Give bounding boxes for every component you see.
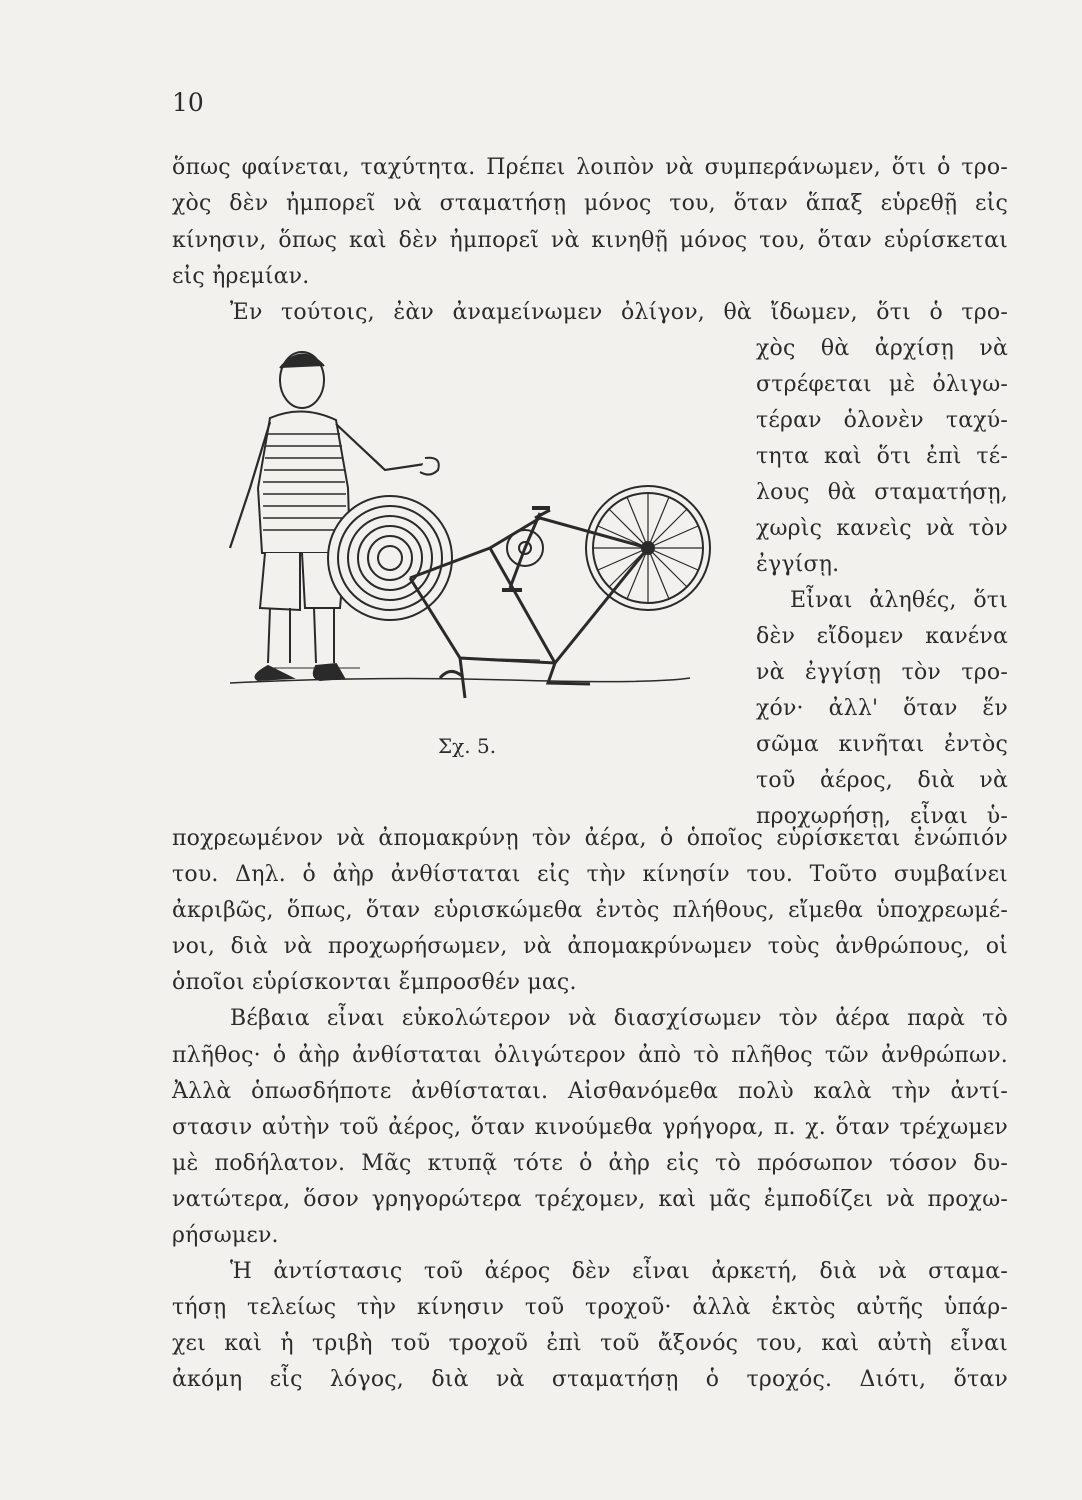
text-line: ὁποῖοι εὑρίσκονται ἔμπροσθέν μας. [172, 970, 577, 995]
side-text-line: χωρὶς κανεὶς νὰ τὸν [756, 516, 1008, 541]
text-line: τήσῃ τελείως τὴν κίνησιν τοῦ τροχοῦ· ἀλλὰ ἐκτὸς αὐτῆς ὑπάρ- [172, 1295, 1008, 1320]
page-number: 10 [172, 88, 204, 117]
side-text-line: στρέφεται μὲ ὀλιγω- [756, 372, 1008, 397]
boy-with-bicycle-figure [210, 338, 730, 718]
side-text-line: δὲν εἴδομεν κανένα [756, 624, 1008, 649]
side-text-line: τοῦ ἀέρος, διὰ νὰ [756, 768, 1008, 793]
side-text-line: νὰ ἐγγίσῃ τὸν τρο- [756, 660, 1008, 685]
boy-with-upturned-bicycle-illustration-icon [210, 338, 730, 718]
text-line: νατώτερα, ὅσον γρηγορώτερα τρέχομεν, καὶ μᾶς ἐμποδίζει νὰ προχω- [172, 1187, 1008, 1212]
side-text-line: σῶμα κινῆται ἐντὸς [756, 732, 1008, 757]
text-line: ἀκριβῶς, ὅπως, ὅταν εὑρισκώμεθα ἐντὸς πλήθους, εἴμεθα ὑποχρεωμέ- [172, 898, 1008, 923]
text-line: μὲ ποδήλατον. Μᾶς κτυπᾷ τότε ὁ ἀὴρ εἰς τὸ πρόσωπον τόσον δυ- [172, 1151, 1008, 1176]
text-line: ρήσωμεν. [172, 1223, 279, 1248]
side-text-line: λους θὰ σταματήσῃ, [756, 480, 1008, 505]
side-text-line: προχωρήσῃ, εἶναι ὑ- [756, 804, 1008, 829]
paragraph-start-line: Ἐν τούτοις, ἐὰν ἀναμείνωμεν ὀλίγον, θὰ ἴδωμεν, ὅτι ὁ τρο- [230, 300, 1008, 325]
text-line: ὅπως φαίνεται, ταχύτητα. Πρέπει λοιπὸν νὰ συμπεράνωμεν, ὅτι ὁ τρο- [172, 155, 1008, 180]
text-line: Ἀλλὰ ὁπωσδήποτε ἀνθίσταται. Αἰσθανόμεθα πολὺ καλὰ τὴν ἀντί- [172, 1079, 1008, 1104]
text-line: στασιν αὐτὴν τοῦ ἀέρος, ὅταν κινούμεθα γρήγορα, π. χ. ὅταν τρέχωμεν [172, 1115, 1008, 1140]
text-line: ἀκόμη εἷς λόγος, διὰ νὰ σταματήσῃ ὁ τροχός. Διότι, ὅταν [172, 1367, 1008, 1392]
text-line: κίνησιν, ὅπως καὶ δὲν ἠμπορεῖ νὰ κινηθῇ μόνος του, ὅταν εὑρίσκεται [172, 228, 1008, 253]
side-paragraph-start: Εἶναι ἀληθές, ὅτι [790, 588, 1008, 613]
text-line: ποχρεωμένον νὰ ἀπομακρύνῃ τὸν ἀέρα, ὁ ὁποῖος εὑρίσκεται ἐνώπιόν [172, 826, 1008, 851]
paragraph-start-line: Ἡ ἀντίστασις τοῦ ἀέρος δὲν εἶναι ἀρκετή, διὰ νὰ σταμα- [230, 1259, 1008, 1284]
text-line: πλῆθος· ὁ ἀὴρ ἀνθίσταται ὀλιγώτερον ἀπὸ τὸ πλῆθος τῶν ἀνθρώπων. [172, 1043, 1008, 1068]
text-line: εἰς ἠρεμίαν. [172, 264, 310, 289]
side-text-line: ἐγγίσῃ. [756, 552, 840, 577]
text-line: χὸς δὲν ἠμπορεῖ νὰ σταματήσῃ μόνος του, ὅταν ἅπαξ εὑρεθῇ εἰς [172, 191, 1008, 216]
figure-caption: Σχ. 5. [438, 734, 497, 758]
side-text-line: χόν· ἀλλ' ὅταν ἕν [756, 696, 1008, 721]
side-text-line: τητα καὶ ὅτι ἐπὶ τέ- [756, 444, 1008, 469]
text-line: του. Δηλ. ὁ ἀὴρ ἀνθίσταται εἰς τὴν κίνησίν του. Τοῦτο συμβαίνει [172, 862, 1008, 887]
text-line: χει καὶ ἡ τριβὴ τοῦ τροχοῦ ἐπὶ τοῦ ἄξονός του, καὶ αὐτὴ εἶναι [172, 1331, 1008, 1356]
side-text-line: χὸς θὰ ἀρχίσῃ νὰ [756, 336, 1008, 361]
side-text-line: τέραν ὁλονὲν ταχύ- [756, 408, 1008, 433]
paragraph-start-line: Βέβαια εἶναι εὐκολώτερον νὰ διασχίσωμεν τὸν ἀέρα παρὰ τὸ [230, 1006, 1008, 1031]
text-line: νοι, διὰ νὰ προχωρήσωμεν, νὰ ἀπομακρύνωμεν τοὺς ἀνθρώπους, οἱ [172, 934, 1008, 959]
